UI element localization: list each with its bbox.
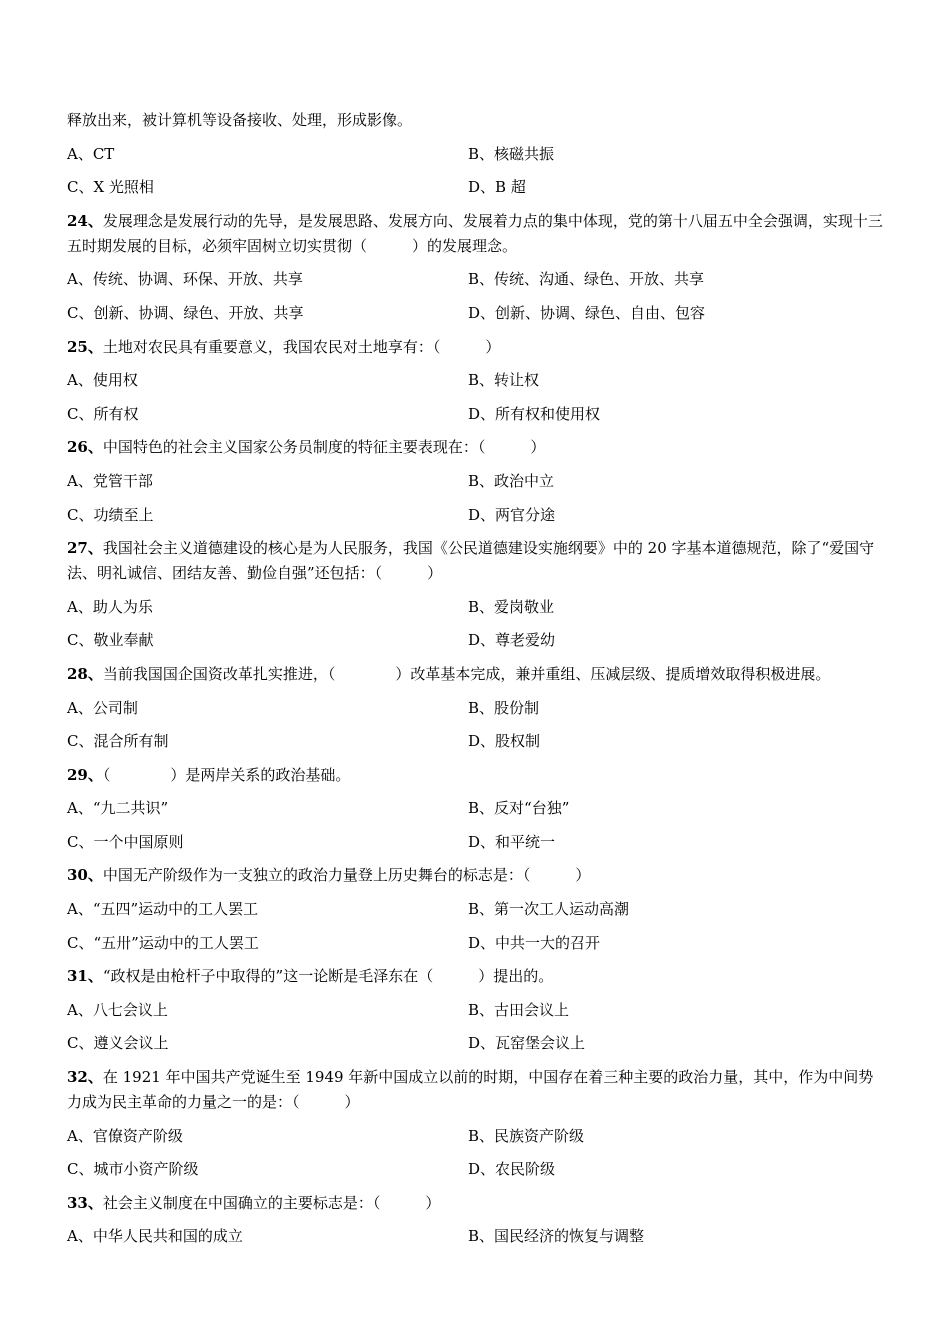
- option-row: [67, 469, 887, 494]
- question-text: [67, 964, 887, 989]
- question-body: 我国社会主义道德建设的核心是为人民服务，我国《公民道德建设实施纲要》中的 20 字基本道德规范，除了“爱国守法、明礼诚信、团结友善、勤俭自强”还包括：（ ）: [67, 539, 875, 583]
- question-number: 28、: [67, 664, 103, 683]
- option-d[interactable]: D、瓦窑堡会议上: [468, 1034, 586, 1053]
- question-text: [67, 536, 887, 586]
- question-30: [67, 863, 887, 888]
- question-33: [67, 1191, 887, 1216]
- option-b[interactable]: B、反对“台独”: [468, 799, 570, 818]
- question-list: [67, 209, 887, 1250]
- option-row: [67, 595, 887, 620]
- question-body: 中国特色的社会主义国家公务员制度的特征主要表现在：（ ）: [102, 438, 546, 457]
- option-b[interactable]: B、国民经济的恢复与调整: [468, 1227, 645, 1246]
- question-number: 32、: [67, 1068, 103, 1087]
- option-c[interactable]: C、遵义会议上: [67, 1034, 169, 1053]
- option-c[interactable]: C、敬业奉献: [67, 631, 154, 650]
- option-a[interactable]: A、助人为乐: [67, 597, 153, 616]
- option-b[interactable]: B、股份制: [468, 698, 540, 717]
- question-29: [67, 763, 887, 788]
- option-d[interactable]: D、创新、协调、绿色、自由、包容: [468, 303, 706, 322]
- question-body: 发展理念是发展行动的先导，是发展思路、发展方向、发展着力点的集中体现，党的第十八届五中全会强调，实现十三五时期发展的目标，必须牢固树立切实贯彻（ ）的发展理念。: [67, 211, 883, 255]
- question-number: 29、: [67, 765, 103, 784]
- question-body: 在 1921 年中国共产党诞生至 1949 年新中国成立以前的时期，中国存在着三种主要的政治力量，其中，作为中间势力成为民主革命的力量之一的是：（ ）: [67, 1068, 874, 1112]
- option-b[interactable]: B、传统、沟通、绿色、开放、共享: [468, 270, 705, 289]
- option-b[interactable]: B、第一次工人运动高潮: [468, 900, 630, 919]
- option-row: [67, 368, 887, 393]
- option-row: [67, 402, 887, 427]
- option-row: [67, 830, 887, 855]
- question-24: [67, 209, 887, 259]
- option-d[interactable]: D、中共一大的召开: [468, 933, 601, 952]
- question-body: 中国无产阶级作为一支独立的政治力量登上历史舞台的标志是：（ ）: [102, 866, 591, 885]
- option-row: [67, 796, 887, 821]
- question-text: [67, 435, 887, 460]
- option-d[interactable]: D、和平统一: [468, 832, 556, 851]
- question-body: “政权是由枪杆子中取得的”这一论断是毛泽东在（ ）提出的。: [102, 967, 554, 986]
- option-a[interactable]: A、党管干部: [67, 471, 153, 490]
- option-c[interactable]: C、所有权: [67, 404, 139, 423]
- option-c[interactable]: C、一个中国原则: [67, 832, 184, 851]
- question-26: [67, 435, 887, 460]
- option-c[interactable]: C、功绩至上: [67, 505, 154, 524]
- option-a[interactable]: A、传统、协调、环保、开放、共享: [67, 270, 303, 289]
- option-a[interactable]: A、中华人民共和国的成立: [67, 1227, 243, 1246]
- option-row: [67, 142, 887, 167]
- question-32: [67, 1065, 887, 1115]
- question-27: [67, 536, 887, 586]
- option-a[interactable]: A、“九二共识”: [67, 799, 169, 818]
- question-number: 24、: [67, 211, 103, 230]
- option-c[interactable]: C、城市小资产阶级: [67, 1160, 199, 1179]
- option-b[interactable]: B、转让权: [468, 371, 540, 390]
- question-text: [67, 209, 887, 259]
- option-row: [67, 696, 887, 721]
- option-b[interactable]: B、爱岗敬业: [468, 597, 555, 616]
- lead-in-text: 释放出来，被计算机等设备接收、处理，形成影像。: [67, 111, 413, 129]
- question-31: [67, 964, 887, 989]
- option-row: [67, 628, 887, 653]
- option-row: [67, 175, 887, 200]
- question-text: [67, 662, 887, 687]
- option-c[interactable]: C、X 光照相: [67, 178, 154, 197]
- option-row: [67, 1224, 887, 1249]
- option-d[interactable]: D、两官分途: [468, 505, 556, 524]
- option-c[interactable]: C、“五卅”运动中的工人罢工: [67, 933, 259, 952]
- question-28: [67, 662, 887, 687]
- option-d[interactable]: D、尊老爱幼: [468, 631, 556, 650]
- question-body: 土地对农民具有重要意义，我国农民对土地享有：（ ）: [102, 337, 501, 356]
- question-text: [67, 1065, 887, 1115]
- question-number: 33、: [67, 1193, 103, 1212]
- question-number: 26、: [67, 438, 103, 457]
- option-c[interactable]: C、混合所有制: [67, 732, 169, 751]
- option-row: [67, 1031, 887, 1056]
- option-row: [67, 998, 887, 1023]
- option-b[interactable]: B、核磁共振: [468, 144, 555, 163]
- option-row: [67, 897, 887, 922]
- question-body: 当前我国国企国资改革扎实推进，（ ）改革基本完成，兼并重组、压减层级、提质增效取得积极进展。: [102, 664, 831, 683]
- option-b[interactable]: B、民族资产阶级: [468, 1126, 585, 1145]
- option-row: [67, 301, 887, 326]
- option-a[interactable]: A、使用权: [67, 371, 138, 390]
- question-number: 25、: [67, 337, 103, 356]
- question-25: [67, 335, 887, 360]
- option-row: [67, 1157, 887, 1182]
- question-text: [67, 863, 887, 888]
- question-number: 27、: [67, 539, 103, 558]
- option-a[interactable]: A、CT: [67, 144, 115, 163]
- option-row: [67, 503, 887, 528]
- option-d[interactable]: D、股权制: [468, 732, 541, 751]
- option-c[interactable]: C、创新、协调、绿色、开放、共享: [67, 303, 304, 322]
- option-row: [67, 931, 887, 956]
- question-body: （ ）是两岸关系的政治基础。: [102, 765, 351, 784]
- option-d[interactable]: D、农民阶级: [468, 1160, 556, 1179]
- option-a[interactable]: A、官僚资产阶级: [67, 1126, 183, 1145]
- question-body: 社会主义制度在中国确立的主要标志是：（ ）: [102, 1193, 441, 1212]
- question-text: [67, 335, 887, 360]
- option-row: [67, 729, 887, 754]
- question-text: [67, 763, 887, 788]
- option-a[interactable]: A、“五四”运动中的工人罢工: [67, 900, 259, 919]
- option-row: [67, 267, 887, 292]
- option-a[interactable]: A、八七会议上: [67, 1000, 168, 1019]
- question-number: 31、: [67, 967, 103, 986]
- option-d[interactable]: D、所有权和使用权: [468, 404, 601, 423]
- option-d[interactable]: D、B 超: [468, 178, 526, 197]
- option-row: [67, 1124, 887, 1149]
- exam-page: [67, 108, 887, 1258]
- option-b[interactable]: B、政治中立: [468, 471, 555, 490]
- option-a[interactable]: A、公司制: [67, 698, 138, 717]
- question-number: 30、: [67, 866, 103, 885]
- option-b[interactable]: B、古田会议上: [468, 1000, 570, 1019]
- question-text: [67, 1191, 887, 1216]
